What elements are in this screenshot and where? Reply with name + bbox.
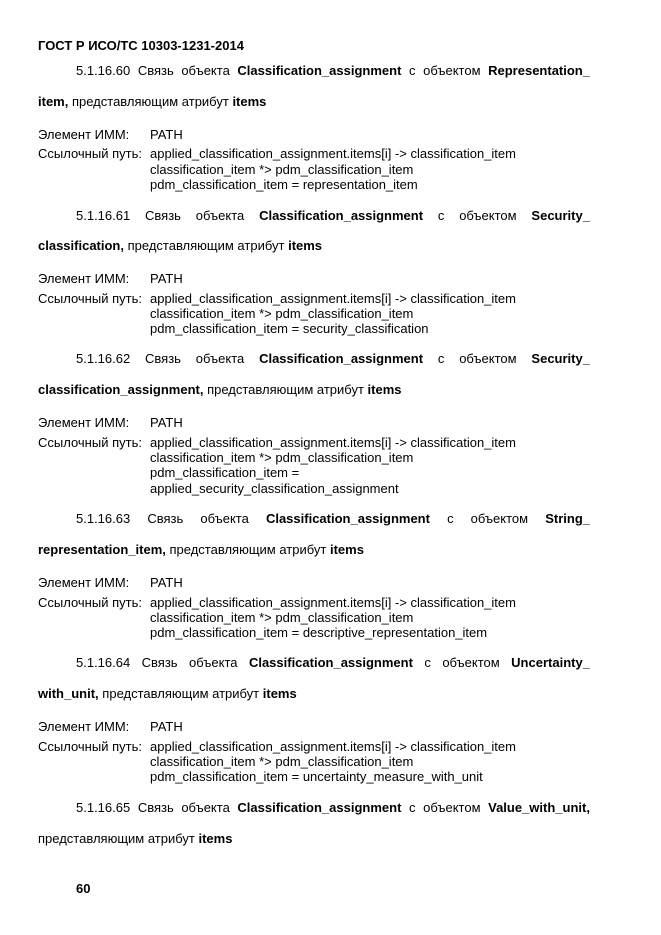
element-label: Элемент ИММ: bbox=[38, 719, 130, 734]
target-entity: String_ bbox=[545, 511, 590, 526]
attribute-name: items bbox=[262, 686, 297, 701]
element-value: PATH bbox=[150, 719, 183, 734]
target-entity: Security_ bbox=[531, 351, 590, 366]
clause-number: 5.1.16.63 bbox=[76, 511, 131, 526]
section-heading-cont: classification_assignment, представляющим атрибут items bbox=[38, 382, 402, 397]
ref-path-line: applied_classification_assignment.items[i] -> classification_item bbox=[150, 739, 516, 754]
attribute-name: items bbox=[198, 831, 233, 846]
ref-path-label: Ссылочный путь: bbox=[38, 435, 142, 450]
section-heading: 5.1.16.65 Связь объекта Classification_assignment с объектом Value_with_unit, bbox=[76, 800, 590, 815]
element-value: PATH bbox=[150, 127, 183, 142]
ref-path-label: Ссылочный путь: bbox=[38, 291, 142, 306]
ref-path-line: pdm_classification_item = uncertainty_measure_with_unit bbox=[150, 769, 483, 784]
clause-number: 5.1.16.60 bbox=[76, 63, 131, 78]
ref-path-line: classification_item *> pdm_classification_item bbox=[150, 162, 414, 177]
element-label: Элемент ИММ: bbox=[38, 127, 130, 142]
section-heading-cont: with_unit, представляющим атрибут items bbox=[38, 686, 297, 701]
target-entity: Representation_ bbox=[488, 63, 590, 78]
element-label: Элемент ИММ: bbox=[38, 271, 130, 286]
ref-path-line: classification_item *> pdm_classification_item bbox=[150, 450, 414, 465]
element-value: PATH bbox=[150, 415, 183, 430]
ref-path-label: Ссылочный путь: bbox=[38, 146, 142, 161]
document-header: ГОСТ Р ИСО/ТС 10303-1231-2014 bbox=[38, 38, 244, 53]
page-number: 60 bbox=[76, 881, 91, 896]
entity-name: Classification_assignment bbox=[237, 800, 402, 815]
ref-path-label: Ссылочный путь: bbox=[38, 595, 142, 610]
ref-path-line: applied_classification_assignment.items[i] -> classification_item bbox=[150, 291, 516, 306]
ref-path-line: classification_item *> pdm_classification_item bbox=[150, 306, 414, 321]
element-value: PATH bbox=[150, 271, 183, 286]
clause-number: 5.1.16.65 bbox=[76, 800, 131, 815]
entity-name: Classification_assignment bbox=[237, 63, 402, 78]
section-heading-cont: item, представляющим атрибут items bbox=[38, 94, 267, 109]
ref-path-line: applied_classification_assignment.items[i] -> classification_item bbox=[150, 595, 516, 610]
attribute-name: items bbox=[329, 542, 364, 557]
ref-path-line: applied_classification_assignment.items[i] -> classification_item bbox=[150, 146, 516, 161]
ref-path-line: pdm_classification_item = bbox=[150, 465, 300, 480]
target-entity: Value_with_unit, bbox=[488, 800, 590, 815]
ref-path-line: applied_security_classification_assignment bbox=[150, 481, 399, 496]
section-heading: 5.1.16.61 Связь объекта Classification_assignment с объектом Security_ bbox=[76, 208, 590, 223]
section-heading: 5.1.16.63 Связь объекта Classification_assignment с объектом String_ bbox=[76, 511, 590, 526]
section-heading: 5.1.16.62 Связь объекта Classification_assignment с объектом Security_ bbox=[76, 351, 590, 366]
entity-name: Classification_assignment bbox=[259, 208, 424, 223]
element-value: PATH bbox=[150, 575, 183, 590]
section-heading-cont: представляющим атрибут items bbox=[38, 831, 233, 846]
element-label: Элемент ИММ: bbox=[38, 415, 130, 430]
clause-number: 5.1.16.61 bbox=[76, 208, 131, 223]
ref-path-line: pdm_classification_item = security_classification bbox=[150, 321, 429, 336]
section-heading-cont: representation_item, представляющим атрибут items bbox=[38, 542, 364, 557]
target-entity: Uncertainty_ bbox=[511, 655, 590, 670]
entity-name: Classification_assignment bbox=[265, 511, 430, 526]
entity-name: Classification_assignment bbox=[259, 351, 424, 366]
ref-path-line: classification_item *> pdm_classification_item bbox=[150, 754, 414, 769]
clause-number: 5.1.16.62 bbox=[76, 351, 131, 366]
section-heading: 5.1.16.64 Связь объекта Classification_assignment с объектом Uncertainty_ bbox=[76, 655, 590, 670]
ref-path-line: pdm_classification_item = descriptive_representation_item bbox=[150, 625, 488, 640]
ref-path-line: applied_classification_assignment.items[i] -> classification_item bbox=[150, 435, 516, 450]
attribute-name: items bbox=[288, 238, 323, 253]
element-label: Элемент ИММ: bbox=[38, 575, 130, 590]
ref-path-label: Ссылочный путь: bbox=[38, 739, 142, 754]
target-entity: Security_ bbox=[531, 208, 590, 223]
attribute-name: items bbox=[367, 382, 402, 397]
ref-path-line: pdm_classification_item = representation_item bbox=[150, 177, 418, 192]
entity-name: Classification_assignment bbox=[248, 655, 413, 670]
attribute-name: items bbox=[232, 94, 267, 109]
ref-path-line: classification_item *> pdm_classification_item bbox=[150, 610, 414, 625]
section-heading: 5.1.16.60 Связь объекта Classification_assignment с объектом Representation_ bbox=[76, 63, 590, 78]
clause-number: 5.1.16.64 bbox=[76, 655, 131, 670]
section-heading-cont: classification, представляющим атрибут items bbox=[38, 238, 323, 253]
